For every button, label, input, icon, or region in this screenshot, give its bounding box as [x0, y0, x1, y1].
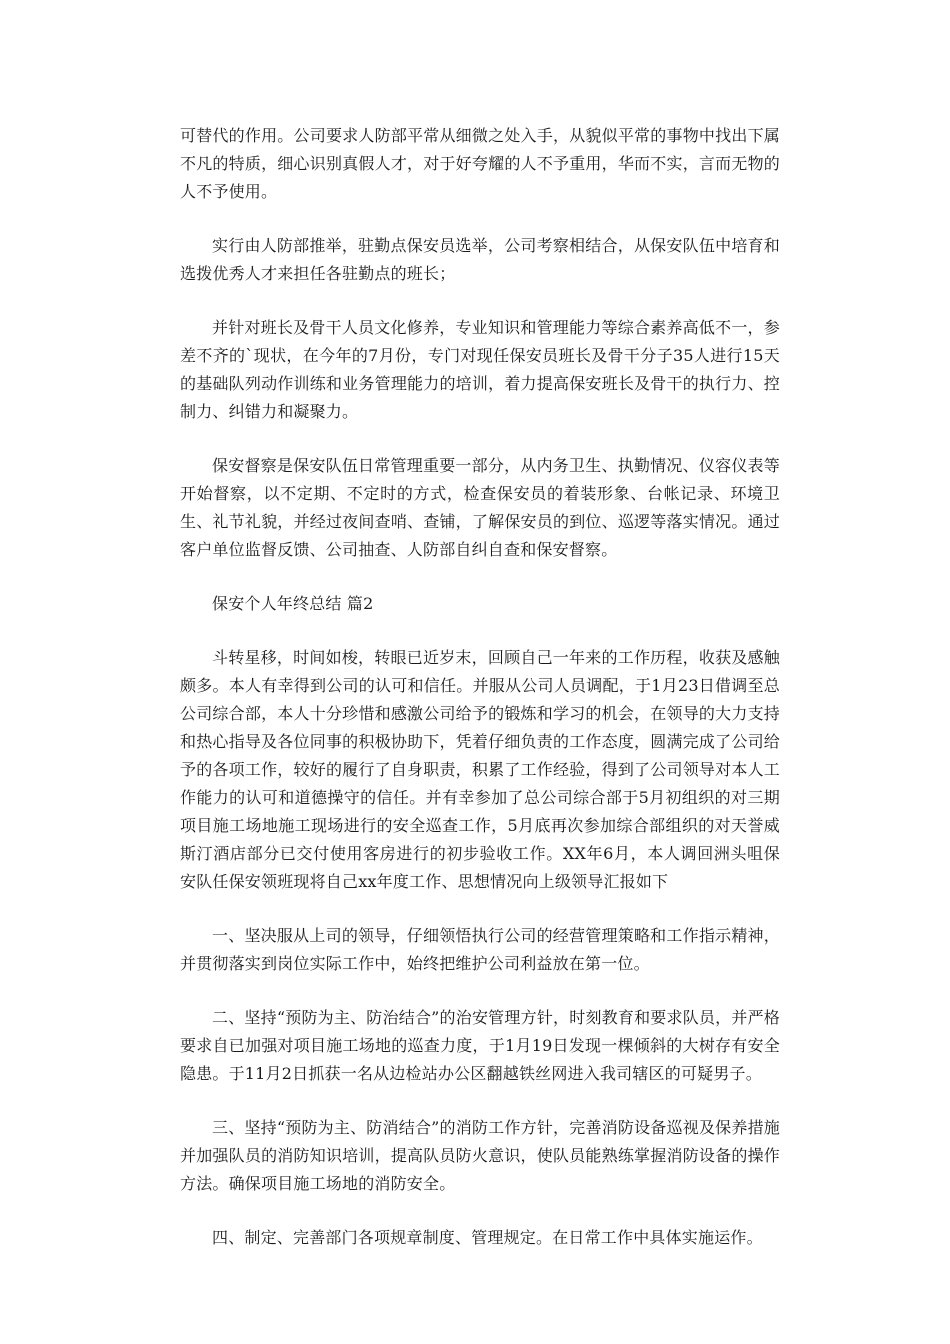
paragraph-supervision: 保安督察是保安队伍日常管理重要一部分，从内务卫生、执勤情况、仪容仪表等开始督察，以不定期、不定时的方式，检查保安员的着装形象、台帐记录、环境卫生、礼节礼貌，并经过夜间查哨、查铺，了解保安员的到位、巡逻等落实情况。通过客户单位监督反馈、公司抽查、人防部自纠自查和保安督察。: [180, 456, 780, 559]
paragraph-item-1: 一、坚决服从上司的领导，仔细领悟执行公司的经营管理策略和工作指示精神，并贯彻落实到岗位实际工作中，始终把维护公司利益放在第一位。: [180, 926, 780, 973]
paragraph-item-2: 二、坚持“预防为主、防治结合”的治安管理方针，时刻教育和要求队员，并严格要求自已加强对项目施工场地的巡查力度，于1月19日发现一棵倾斜的大树存有安全隐患。于11月2日抓获一名从边检站办公区翻越铁丝网进入我司辖区的可疑男子。: [180, 1008, 780, 1083]
paragraph-item-3: 三、坚持“预防为主、防消结合”的消防工作方针，完善消防设备巡视及保养措施并加强队员的消防知识培训，提高队员防火意识，使队员能熟练掌握消防设备的操作方法。确保项目施工场地的消防安全。: [180, 1118, 780, 1193]
paragraph-training: 并针对班长及骨干人员文化修养，专业知识和管理能力等综合素养高低不一，参差不齐的`现状，在今年的7月份，专门对现任保安员班长及骨干分子35人进行15天的基础队列动作训练和业务管理能力的培训，着力提高保安班长及骨干的执行力、控制力、纠错力和凝聚力。: [180, 318, 780, 421]
paragraph-continuation: 可替代的作用。公司要求人防部平常从细微之处入手，从貌似平常的事物中找出下属不凡的特质，细心识别真假人才，对于好夸耀的人不予重用，华而不实，言而无物的人不予使用。: [180, 126, 780, 201]
paragraph-intro: 斗转星移，时间如梭，转眼已近岁末，回顾自己一年来的工作历程，收获及感触颇多。本人有幸得到公司的认可和信任。并服从公司人员调配，于1月23日借调至总公司综合部，本人十分珍惜和感激公司给予的锻炼和学习的机会，在领导的大力支持和热心指导及各位同事的积极协助下，凭着仔细负责的工作态度，圆满完成了公司给予的各项工作，较好的履行了自身职责，积累了工作经验，得到了公司领导对本人工作能力的认可和道德操守的信任。并有幸参加了总公司综合部于5月初组织的对三期项目施工场地施工现场进行的安全巡查工作，5月底再次参加综合部组织的对天誉威斯汀酒店部分已交付使用客房进行的初步验收工作。XX年6月，本人调回洲头咀保安队任保安领班现将自己xx年度工作、思想情况向上级领导汇报如下: [180, 648, 780, 891]
section-heading: 保安个人年终总结 篇2: [212, 594, 374, 613]
paragraph-item-4: 四、制定、完善部门各项规章制度、管理规定。在日常工作中具体实施运作。: [212, 1228, 763, 1247]
document-body: [180, 122, 780, 1278]
paragraph-selection-method: 实行由人防部推举，驻勤点保安员选举，公司考察相结合，从保安队伍中培育和选拨优秀人才来担任各驻勤点的班长；: [180, 236, 780, 283]
